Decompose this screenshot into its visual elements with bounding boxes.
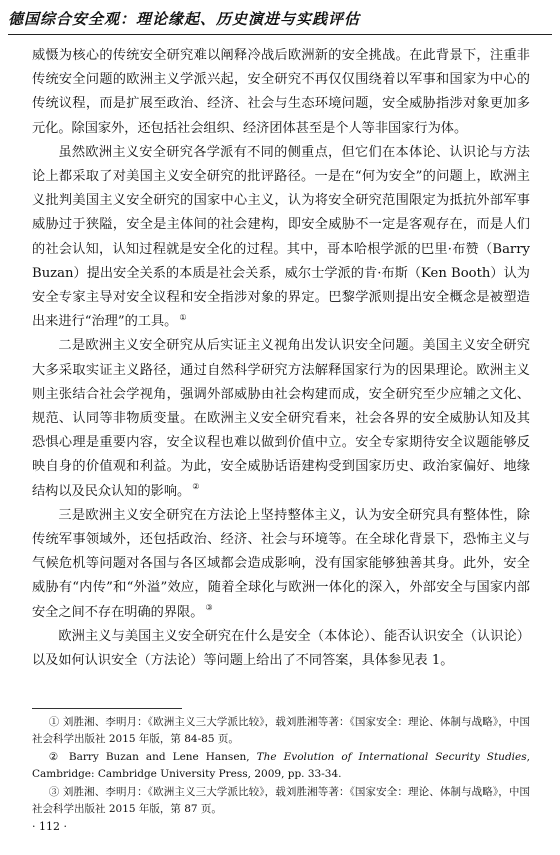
paragraph-1 — [32, 44, 530, 141]
paragraph-2 — [32, 141, 530, 335]
footnote-3-text: 刘胜湘、李明月：《欧洲主义三大学派比较》，载刘胜湘等著：《国家安全：理论、体制与战略》，中国社会科学出版社 2015 年版，第 87 页。 — [32, 786, 531, 815]
paragraph-1-text: 威慑为核心的传统安全研究难以阐释冷战后欧洲新的安全挑战。在此背景下，注重非传统安全问题的欧洲主义学派兴起，安全研究不再仅仅围绕着以军事和国家为中心的传统议程，而是扩展至政治、经济、社会与生态环境问题，安全威胁指涉对象更加多元化。除国家外，还包括社会组织、经济团体甚至是个人等非国家行为体。 — [32, 48, 530, 136]
footnote-3-mark: ③ — [48, 786, 60, 798]
footnote-1 — [32, 714, 530, 748]
footnote-1-text: 刘胜湘、李明月：《欧洲主义三大学派比较》，载刘胜湘等著：《国家安全：理论、体制与战略》，中国社会科学出版社 2015 年版，第 84-85 页。 — [32, 716, 531, 745]
page-number: · 112 · — [32, 820, 67, 833]
footnote-2-book-title: The Evolution of International Security Studies — [256, 751, 527, 763]
footnote-ref-3[interactable]: ③ — [205, 603, 213, 613]
paragraph-4-text: 三是欧洲主义安全研究在方法论上坚持整体主义，认为安全研究具有整体性，除传统军事领域外，还包括政治、经济、社会与环境等。在全球化背景下，恐怖主义与气候危机等问题对各国与各区域都会造成影响，没有国家能够独善其身。此外，安全威胁有“内传”和“外溢”效应，随着全球化与欧洲一体化的深入，外部安全与国家内部安全之间不存在明确的界限。 — [32, 507, 530, 620]
paragraph-3 — [32, 334, 530, 503]
header-rule — [8, 34, 552, 35]
footnote-3 — [32, 784, 530, 818]
footnote-2 — [32, 749, 530, 783]
paragraph-2-text: 虽然欧洲主义安全研究各学派有不同的侧重点，但它们在本体论、认识论与方法论上都采取了对美国主义安全研究的批评路径。一是在“何为安全”的问题上，欧洲主义批判美国主义安全研究的国家中心主义，认为将安全研究范围限定为抵抗外部军事威胁过于狭隘，安全是主体间的社会建构，即安全威胁不一定是客观存在，而是人们的社会认知，认知过程就是安全化的过程。其中，哥本哈根学派的巴里·布赞（Barry Buzan）提出安全关系的本质是社会关系，威尔士学派的肯·布斯（Ken Booth）认为安全专家主导对安全议程和安全指涉对象的界定。巴黎学派则提出安全概念是被塑造出来进行“治理”的工具。 — [32, 144, 530, 330]
paragraph-4 — [32, 504, 530, 625]
body-text — [32, 44, 530, 673]
footnote-2-mark: ② — [48, 751, 62, 763]
paragraph-5-text: 欧洲主义与美国主义安全研究在什么是安全（本体论）、能否认识安全（认识论）以及如何认识安全（方法论）等问题上给出了不同答案，具体参见表 1。 — [32, 628, 530, 669]
footnote-rule — [32, 708, 182, 709]
running-header: 德国综合安全观：理论缘起、历史演进与实践评估 — [8, 10, 361, 28]
footnote-2-text-before: Barry Buzan and Lene Hansen, — [68, 751, 257, 763]
footnote-1-mark: ① — [48, 716, 60, 728]
footnotes — [32, 714, 530, 819]
paragraph-5 — [32, 625, 530, 673]
footnote-ref-1[interactable]: ① — [179, 312, 187, 322]
footnote-ref-2[interactable]: ② — [192, 482, 200, 492]
paragraph-3-text: 二是欧洲主义安全研究从后实证主义视角出发认识安全问题。美国主义安全研究大多采取实证主义路径，通过自然科学研究方法解释国家行为的因果理论。欧洲主义则主张结合社会学视角，强调外部威胁由社会构建而成，安全研究至少应辅之文化、规范、认同等非物质变量。在欧洲主义安全研究看来，社会各界的安全威胁认知及其恐惧心理是重要内容，安全议程也难以做到价值中立。安全专家期待安全议题能够反映自身的价值观和利益。为此，安全威胁话语建构受到国家历史、政治家偏好、地缘结构以及民众认知的影响。 — [32, 338, 530, 499]
footnote-2-text-after: , Cambridge: Cambridge University Press, 2009, pp. 33-34. — [32, 751, 530, 780]
